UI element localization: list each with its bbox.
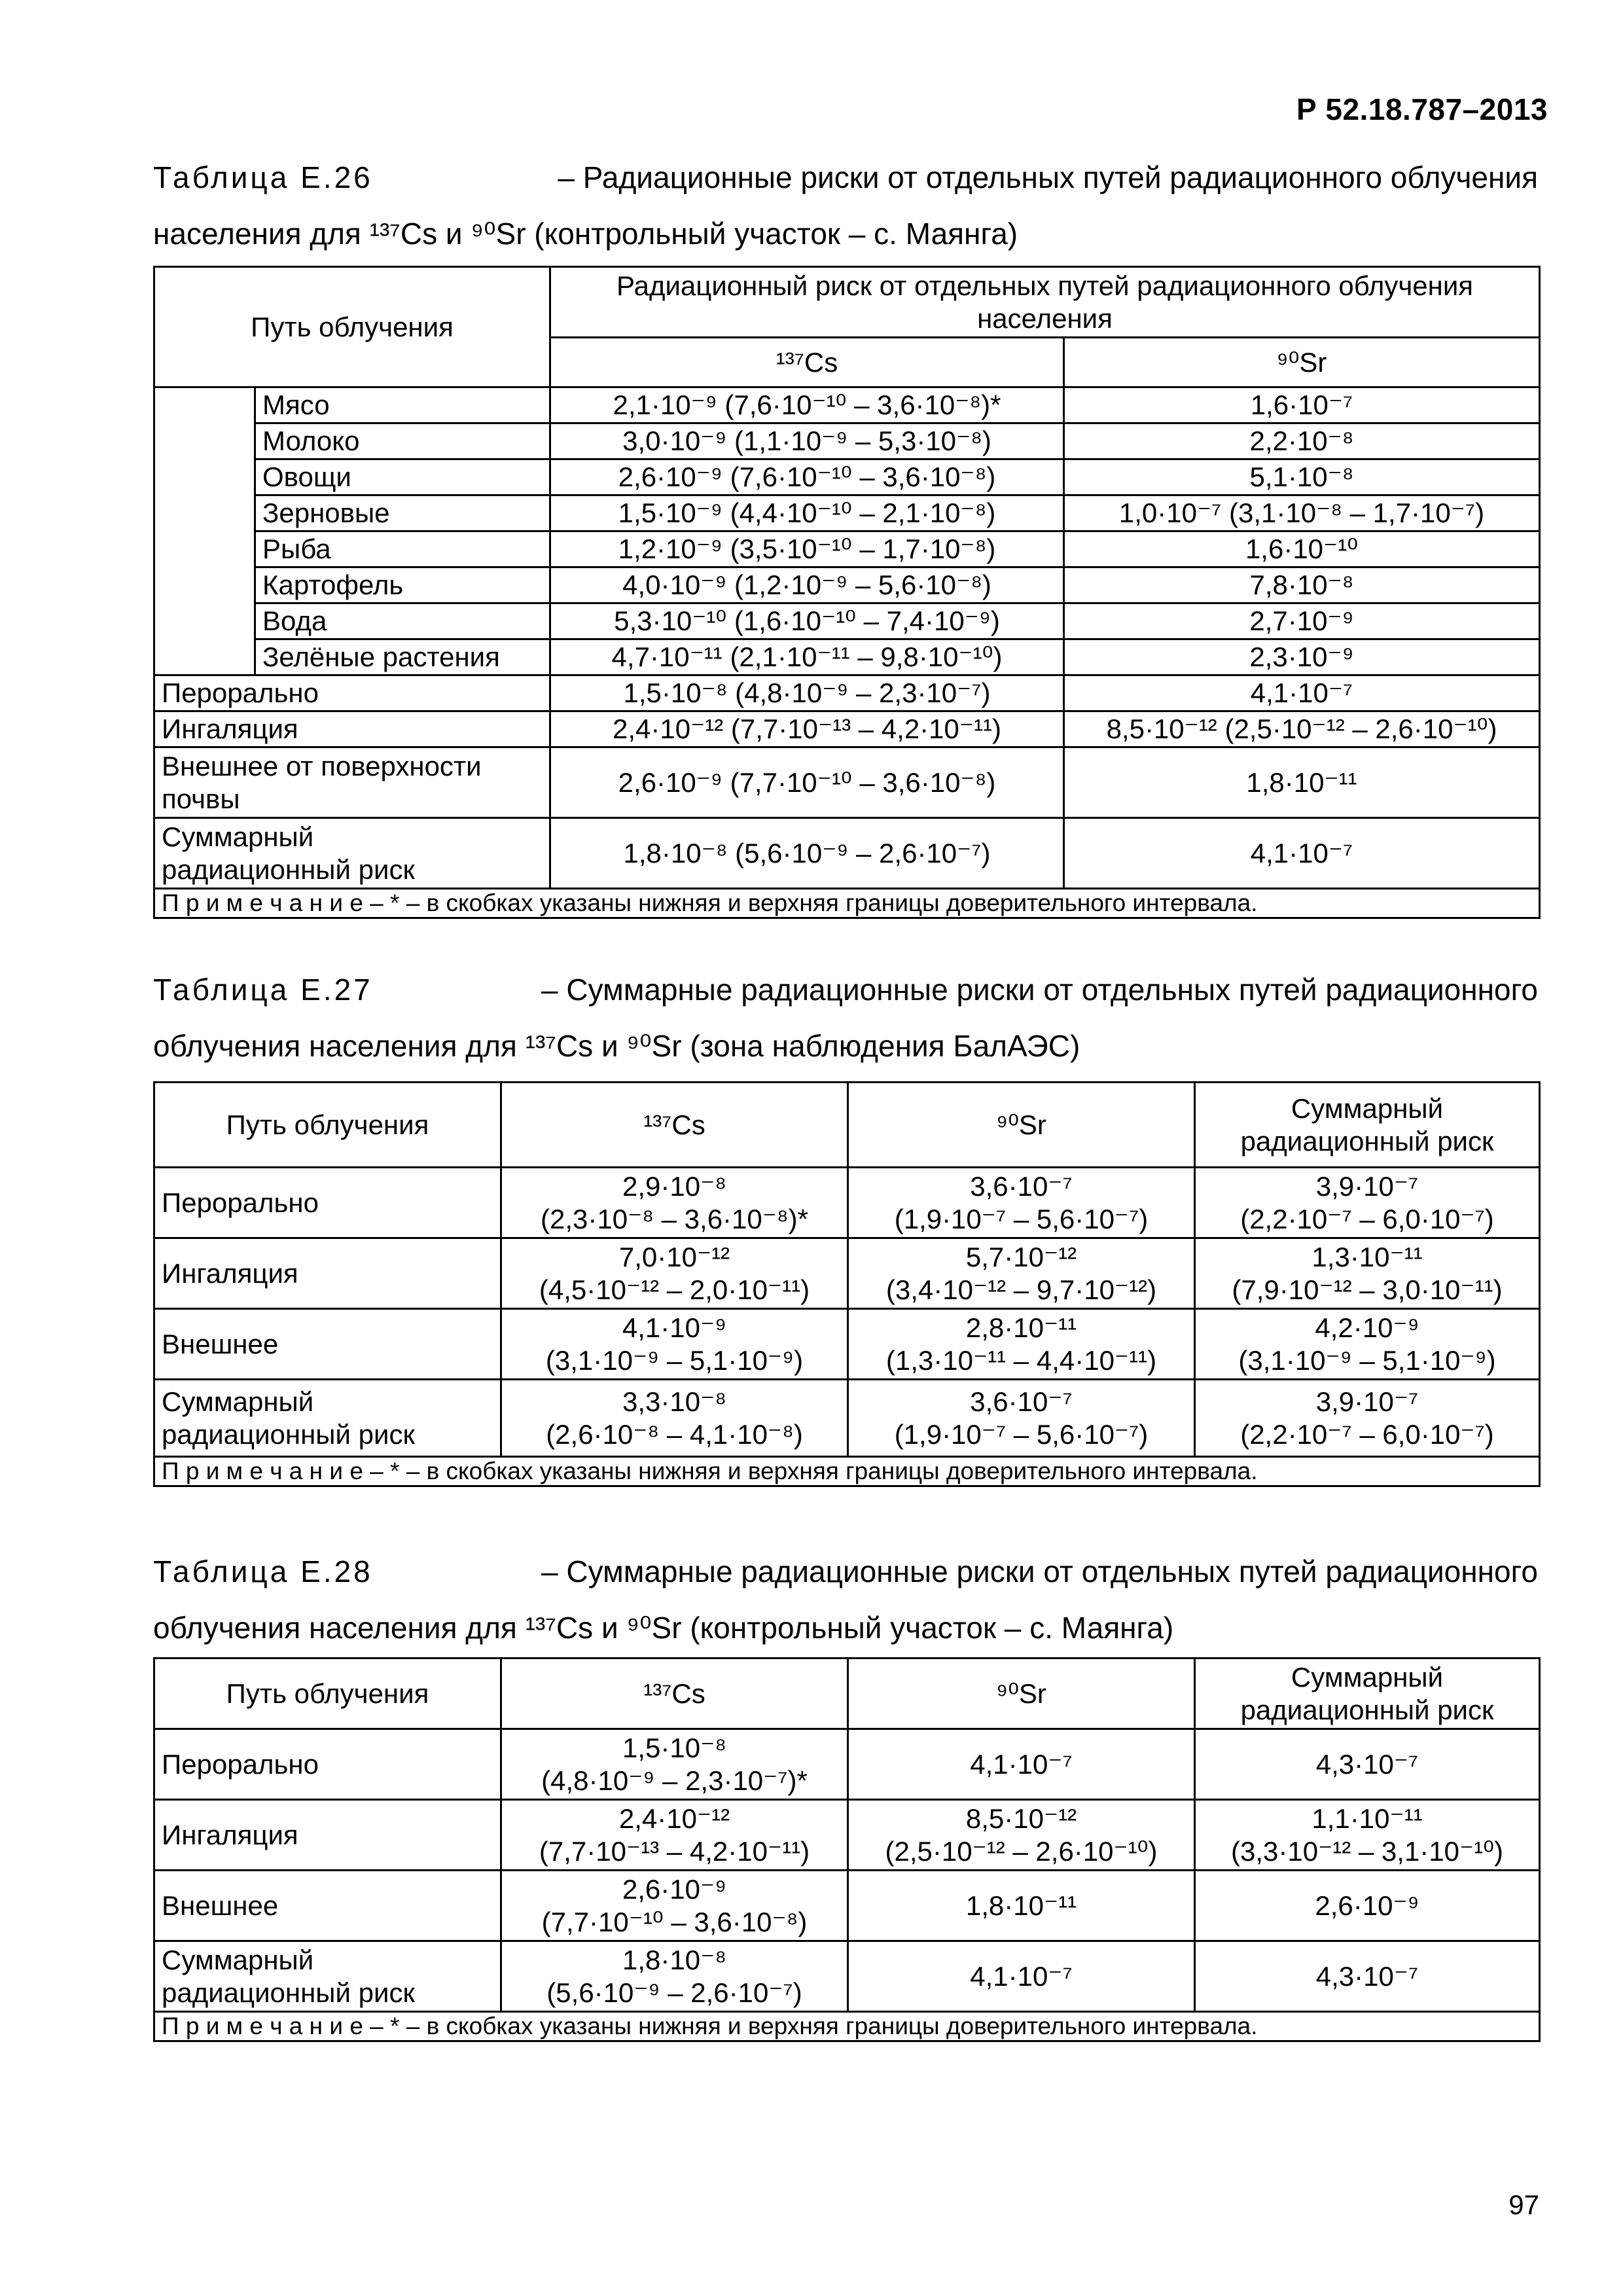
- sr-risk-value: 1,8·10⁻¹¹: [965, 1890, 1077, 1921]
- table27-header-total-line2: радиационный риск: [1240, 1125, 1494, 1157]
- path-name: [154, 818, 550, 889]
- sr-risk: [848, 1238, 1195, 1309]
- table26: [153, 266, 1541, 919]
- table27-header-cs: ¹³⁷Cs: [501, 1083, 848, 1168]
- document-code: Р 52.18.787–2013: [1296, 92, 1548, 126]
- sr-risk: [848, 1168, 1195, 1238]
- sr-risk: 8,5·10⁻¹² (2,5·10⁻¹² – 2,6·10⁻¹⁰): [1064, 711, 1540, 747]
- cs-risk: [501, 1800, 848, 1871]
- path-name: [154, 1309, 501, 1380]
- path-name-line1: Перорально: [162, 1748, 319, 1780]
- cs-risk-interval: (3,1·10⁻⁹ – 5,1·10⁻⁹): [545, 1344, 804, 1376]
- table27-caption-title: – Суммарные радиационные риски от отдельных путей радиационного: [541, 973, 1538, 1007]
- total-risk: [1195, 1380, 1540, 1457]
- table27-caption-title-line2: облучения населения для ¹³⁷Cs и ⁹⁰Sr (зона наблюдения БалАЭС): [153, 1029, 1080, 1063]
- cs-risk-interval: (7,7·10⁻¹³ – 4,2·10⁻¹¹): [539, 1835, 810, 1867]
- table-row: [154, 567, 1540, 603]
- cs-risk-interval: (7,7·10⁻¹⁰ – 3,6·10⁻⁸): [541, 1906, 808, 1937]
- cs-risk: [501, 1729, 848, 1800]
- path-name: Картофель: [255, 567, 550, 603]
- sr-risk: [848, 1729, 1195, 1800]
- sr-risk-value: 2,8·10⁻¹¹: [965, 1312, 1077, 1343]
- cs-risk-interval: (5,6·10⁻⁹ – 2,6·10⁻⁷): [546, 1977, 802, 2008]
- table26-caption-label: Таблица Е.26: [153, 160, 373, 194]
- cs-risk: 3,0·10⁻⁹ (1,1·10⁻⁹ – 5,3·10⁻⁸): [550, 423, 1064, 459]
- food-group-label: [154, 387, 255, 675]
- sr-risk-value: 5,7·10⁻¹²: [965, 1241, 1077, 1272]
- path-name: Вода: [255, 603, 550, 639]
- table-row: [154, 495, 1540, 531]
- path-name: [154, 1380, 501, 1457]
- table-row: [154, 1168, 1540, 1238]
- total-risk-value: 1,1·10⁻¹¹: [1311, 1803, 1423, 1834]
- path-name: [154, 1941, 501, 2012]
- table-row: [154, 747, 1540, 818]
- cs-risk: 4,0·10⁻⁹ (1,2·10⁻⁹ – 5,6·10⁻⁸): [550, 567, 1064, 603]
- path-name-line1: Перорально: [162, 1187, 319, 1218]
- table-row: [154, 818, 1540, 889]
- path-name-line2: радиационный риск: [162, 1977, 415, 2008]
- table26-header-cs: ¹³⁷Cs: [550, 338, 1064, 387]
- path-name: Ингаляция: [154, 711, 550, 747]
- table28-caption-title-line2: облучения населения для ¹³⁷Cs и ⁹⁰Sr (контрольный участок – с. Маянга): [153, 1611, 1174, 1645]
- sr-risk: 7,8·10⁻⁸: [1064, 567, 1540, 603]
- table-row: [154, 1309, 1540, 1380]
- table-row: [154, 1941, 1540, 2012]
- path-name: Зелёные растения: [255, 639, 550, 675]
- sr-risk-interval: (1,3·10⁻¹¹ – 4,4·10⁻¹¹): [885, 1344, 1157, 1376]
- cs-risk-value: 2,9·10⁻⁸: [622, 1170, 726, 1202]
- sr-risk-interval: (2,5·10⁻¹² – 2,6·10⁻¹⁰): [885, 1835, 1158, 1867]
- total-risk-value: 4,2·10⁻⁹: [1315, 1312, 1419, 1343]
- table26-caption-title-line2: населения для ¹³⁷Cs и ⁹⁰Sr (контрольный участок – с. Маянга): [153, 217, 1018, 251]
- sr-risk: [848, 1941, 1195, 2012]
- path-name: [154, 747, 550, 818]
- total-risk-value: 2,6·10⁻⁹: [1315, 1890, 1419, 1921]
- path-name-line2: радиационный риск: [162, 1418, 415, 1450]
- sr-risk-value: 8,5·10⁻¹²: [965, 1803, 1077, 1834]
- path-name-line1: Ингаляция: [162, 1819, 298, 1850]
- table-row: [154, 1800, 1540, 1871]
- table26-note: П р и м е ч а н и е – * – в скобках указаны нижняя и верхняя границы доверительного интервала.: [154, 889, 1540, 918]
- path-name: Мясо: [255, 387, 550, 423]
- sr-risk: 1,6·10⁻⁷: [1064, 387, 1540, 423]
- cs-risk: 2,1·10⁻⁹ (7,6·10⁻¹⁰ – 3,6·10⁻⁸)*: [550, 387, 1064, 423]
- table-row: [154, 639, 1540, 675]
- sr-risk-value: 4,1·10⁻⁷: [970, 1748, 1073, 1780]
- table27-header-total-line1: Суммарный: [1291, 1092, 1444, 1124]
- cs-risk: 2,6·10⁻⁹ (7,7·10⁻¹⁰ – 3,6·10⁻⁸): [550, 747, 1064, 818]
- table27-header-path: Путь облучения: [154, 1083, 501, 1168]
- cs-risk: 5,3·10⁻¹⁰ (1,6·10⁻¹⁰ – 7,4·10⁻⁹): [550, 603, 1064, 639]
- sr-risk: 4,1·10⁻⁷: [1064, 675, 1540, 711]
- cs-risk-interval: (4,8·10⁻⁹ – 2,3·10⁻⁷)*: [541, 1765, 808, 1796]
- table26-caption-title: – Радиационные риски от отдельных путей радиационного облучения: [558, 160, 1538, 194]
- table28: [153, 1657, 1541, 2042]
- table28-header-total-line2: радиационный риск: [1240, 1694, 1494, 1725]
- cs-risk-value: 2,6·10⁻⁹: [622, 1873, 727, 1905]
- sr-risk: [848, 1309, 1195, 1380]
- table-row: [154, 603, 1540, 639]
- path-name: [154, 1238, 501, 1309]
- total-risk-interval: (7,9·10⁻¹² – 3,0·10⁻¹¹): [1232, 1274, 1503, 1305]
- cs-risk-value: 2,4·10⁻¹²: [618, 1803, 730, 1834]
- sr-risk-value: 3,6·10⁻⁷: [970, 1386, 1073, 1417]
- total-risk-interval: (3,3·10⁻¹² – 3,1·10⁻¹⁰): [1231, 1835, 1503, 1867]
- total-risk: [1195, 1729, 1540, 1800]
- table28-caption: [153, 1543, 1538, 1656]
- table28-header-cs: ¹³⁷Cs: [501, 1659, 848, 1729]
- total-risk: [1195, 1238, 1540, 1309]
- sr-risk-value: 3,6·10⁻⁷: [970, 1170, 1073, 1202]
- sr-risk: 5,1·10⁻⁸: [1064, 459, 1540, 495]
- cs-risk: 2,6·10⁻⁹ (7,6·10⁻¹⁰ – 3,6·10⁻⁸): [550, 459, 1064, 495]
- path-name-line1: Внешнее: [162, 1328, 279, 1359]
- table26-header-sr: ⁹⁰Sr: [1064, 338, 1540, 387]
- cs-risk: 1,5·10⁻⁸ (4,8·10⁻⁹ – 2,3·10⁻⁷): [550, 675, 1064, 711]
- table27-header-sr: ⁹⁰Sr: [848, 1083, 1195, 1168]
- sr-risk: 2,7·10⁻⁹: [1064, 603, 1540, 639]
- table27-caption-label: Таблица Е.27: [153, 973, 373, 1007]
- total-risk: [1195, 1168, 1540, 1238]
- total-risk-interval: (2,2·10⁻⁷ – 6,0·10⁻⁷): [1240, 1418, 1494, 1450]
- path-name-line1: Внешнее: [162, 1890, 279, 1921]
- path-name: Перорально: [154, 675, 550, 711]
- table28-note: П р и м е ч а н и е – * – в скобках указаны нижняя и верхняя границы доверительного интервала.: [154, 2012, 1540, 2041]
- table26-header-group: Радиационный риск от отдельных путей радиационного облучения населения: [550, 267, 1540, 338]
- path-name: [154, 1871, 501, 1941]
- table28-header-path: Путь облучения: [154, 1659, 501, 1729]
- table28-header-sr: ⁹⁰Sr: [848, 1659, 1195, 1729]
- table-row: [154, 711, 1540, 747]
- table28-header-total: [1195, 1659, 1540, 1729]
- sr-risk: [848, 1800, 1195, 1871]
- table26-caption: [153, 149, 1538, 262]
- table-row: [154, 1871, 1540, 1941]
- cs-risk: 1,8·10⁻⁸ (5,6·10⁻⁹ – 2,6·10⁻⁷): [550, 818, 1064, 889]
- table-row: [154, 675, 1540, 711]
- total-risk-value: 3,9·10⁻⁷: [1315, 1386, 1419, 1417]
- table28-header-total-line1: Суммарный: [1291, 1661, 1444, 1693]
- path-name-line1: Внешнее от поверхности: [162, 750, 482, 781]
- sr-risk: 4,1·10⁻⁷: [1064, 818, 1540, 889]
- total-risk: [1195, 1941, 1540, 2012]
- path-name: [154, 1729, 501, 1800]
- total-risk-interval: (3,1·10⁻⁹ – 5,1·10⁻⁹): [1238, 1344, 1496, 1376]
- path-name-line2: радиационный риск: [162, 853, 415, 885]
- cs-risk: [501, 1238, 848, 1309]
- path-name-line1: Суммарный: [162, 1386, 314, 1417]
- table-row: [154, 423, 1540, 459]
- path-name: [154, 1800, 501, 1871]
- path-name-line2: почвы: [162, 783, 240, 814]
- table-row: [154, 1729, 1540, 1800]
- path-name: Молоко: [255, 423, 550, 459]
- total-risk-value: 1,3·10⁻¹¹: [1311, 1241, 1423, 1272]
- cs-risk-interval: (2,6·10⁻⁸ – 4,1·10⁻⁸): [546, 1418, 803, 1450]
- table28-caption-title: – Суммарные радиационные риски от отдельных путей радиационного: [541, 1554, 1538, 1588]
- cs-risk: 1,5·10⁻⁹ (4,4·10⁻¹⁰ – 2,1·10⁻⁸): [550, 495, 1064, 531]
- cs-risk-interval: (2,3·10⁻⁸ – 3,6·10⁻⁸)*: [541, 1203, 808, 1234]
- path-name-line1: Суммарный: [162, 821, 314, 852]
- sr-risk: 2,3·10⁻⁹: [1064, 639, 1540, 675]
- table27: [153, 1081, 1541, 1487]
- table27-caption: [153, 961, 1538, 1074]
- path-name-line1: Суммарный: [162, 1944, 314, 1975]
- sr-risk: 2,2·10⁻⁸: [1064, 423, 1540, 459]
- cs-risk: [501, 1871, 848, 1941]
- path-name-line1: Ингаляция: [162, 1257, 298, 1289]
- total-risk-value: 3,9·10⁻⁷: [1315, 1170, 1419, 1202]
- sr-risk: [848, 1871, 1195, 1941]
- cs-risk-value: 3,3·10⁻⁸: [622, 1386, 726, 1417]
- sr-risk-interval: (1,9·10⁻⁷ – 5,6·10⁻⁷): [894, 1203, 1149, 1234]
- total-risk: [1195, 1800, 1540, 1871]
- cs-risk-interval: (4,5·10⁻¹² – 2,0·10⁻¹¹): [539, 1274, 810, 1305]
- sr-risk: 1,6·10⁻¹⁰: [1064, 531, 1540, 567]
- table27-note: П р и м е ч а н и е – * – в скобках указаны нижняя и верхняя границы доверительного интервала.: [154, 1457, 1540, 1486]
- path-name: Овощи: [255, 459, 550, 495]
- path-name: Зерновые: [255, 495, 550, 531]
- cs-risk: 4,7·10⁻¹¹ (2,1·10⁻¹¹ – 9,8·10⁻¹⁰): [550, 639, 1064, 675]
- sr-risk: [848, 1380, 1195, 1457]
- cs-risk-value: 7,0·10⁻¹²: [618, 1241, 730, 1272]
- table-row: [154, 459, 1540, 495]
- table-row: [154, 1238, 1540, 1309]
- cs-risk: [501, 1380, 848, 1457]
- cs-risk: [501, 1168, 848, 1238]
- cs-risk: 1,2·10⁻⁹ (3,5·10⁻¹⁰ – 1,7·10⁻⁸): [550, 531, 1064, 567]
- cs-risk: [501, 1941, 848, 2012]
- total-risk-interval: (2,2·10⁻⁷ – 6,0·10⁻⁷): [1240, 1203, 1494, 1234]
- path-name: [154, 1168, 501, 1238]
- cs-risk: [501, 1309, 848, 1380]
- sr-risk-interval: (1,9·10⁻⁷ – 5,6·10⁻⁷): [894, 1418, 1149, 1450]
- sr-risk: 1,0·10⁻⁷ (3,1·10⁻⁸ – 1,7·10⁻⁷): [1064, 495, 1540, 531]
- path-name: Рыба: [255, 531, 550, 567]
- table-row: [154, 1380, 1540, 1457]
- total-risk: [1195, 1309, 1540, 1380]
- total-risk: [1195, 1871, 1540, 1941]
- page-number: 97: [1508, 2189, 1539, 2220]
- sr-risk: 1,8·10⁻¹¹: [1064, 747, 1540, 818]
- total-risk-value: 4,3·10⁻⁷: [1315, 1960, 1419, 1992]
- cs-risk-value: 1,5·10⁻⁸: [622, 1732, 726, 1763]
- table-row: [154, 387, 1540, 423]
- table26-header-path: Путь облучения: [154, 267, 550, 387]
- total-risk-value: 4,3·10⁻⁷: [1315, 1748, 1419, 1780]
- cs-risk: 2,4·10⁻¹² (7,7·10⁻¹³ – 4,2·10⁻¹¹): [550, 711, 1064, 747]
- cs-risk-value: 4,1·10⁻⁹: [622, 1312, 727, 1343]
- sr-risk-value: 4,1·10⁻⁷: [970, 1960, 1073, 1992]
- table-row: [154, 531, 1540, 567]
- table27-header-total: [1195, 1083, 1540, 1168]
- table28-caption-label: Таблица Е.28: [153, 1554, 373, 1588]
- cs-risk-value: 1,8·10⁻⁸: [622, 1944, 726, 1975]
- sr-risk-interval: (3,4·10⁻¹² – 9,7·10⁻¹²): [885, 1274, 1157, 1305]
